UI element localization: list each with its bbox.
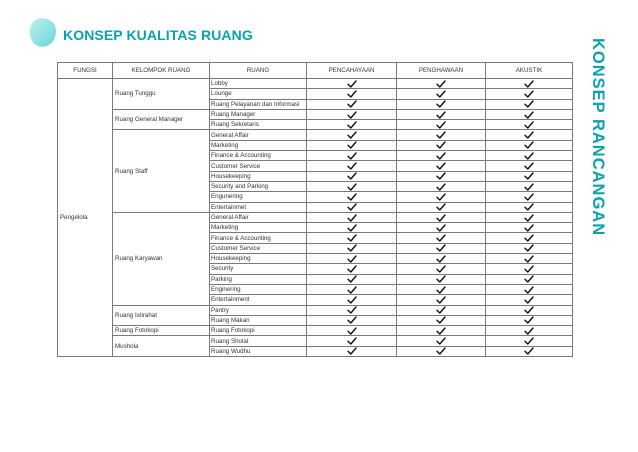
checkmark-icon <box>524 80 534 88</box>
checkmark-icon <box>524 265 534 273</box>
pencahayaan-cell <box>307 336 397 346</box>
checkmark-icon <box>436 255 446 263</box>
checkmark-icon <box>347 172 357 180</box>
side-title: KONSEP RANCANGAN <box>589 38 607 237</box>
checkmark-icon <box>436 214 446 222</box>
checkmark-icon <box>524 131 534 139</box>
ruang-cell: Pantry <box>210 305 307 315</box>
pencahayaan-cell <box>307 264 397 274</box>
checkmark-icon <box>436 347 446 355</box>
table-row <box>58 212 573 222</box>
checkmark-icon <box>524 347 534 355</box>
kelompok-ruang-cell: Ruang General Manager <box>113 109 210 130</box>
checkmark-icon <box>347 306 357 314</box>
checkmark-icon <box>347 162 357 170</box>
checkmark-icon <box>347 224 357 232</box>
checkmark-icon <box>524 337 534 345</box>
checkmark-icon <box>347 255 357 263</box>
table-row <box>58 109 573 119</box>
penghawaan-cell <box>397 223 486 233</box>
checkmark-icon <box>524 121 534 129</box>
ruang-cell: General Affair <box>210 130 307 140</box>
ruang-cell: Ruang Makan <box>210 315 307 325</box>
pencahayaan-cell <box>307 192 397 202</box>
akustik-cell <box>486 295 573 305</box>
checkmark-icon <box>524 214 534 222</box>
penghawaan-cell <box>397 336 486 346</box>
checkmark-icon <box>436 327 446 335</box>
penghawaan-cell <box>397 79 486 89</box>
checkmark-icon <box>524 100 534 108</box>
penghawaan-cell <box>397 130 486 140</box>
pencahayaan-cell <box>307 151 397 161</box>
table-row <box>58 305 573 315</box>
checkmark-icon <box>436 234 446 242</box>
akustik-cell <box>486 223 573 233</box>
table-row <box>58 336 573 346</box>
akustik-cell <box>486 99 573 109</box>
checkmark-icon <box>436 100 446 108</box>
checkmark-icon <box>347 347 357 355</box>
table-body <box>58 79 573 357</box>
kelompok-ruang-cell: Ruang Tunggu <box>113 79 210 110</box>
ruang-cell: Housekeeping <box>210 171 307 181</box>
checkmark-icon <box>524 183 534 191</box>
kelompok-ruang-cell: Mushola <box>113 336 210 357</box>
checkmark-icon <box>524 255 534 263</box>
checkmark-icon <box>436 275 446 283</box>
checkmark-icon <box>347 275 357 283</box>
penghawaan-cell <box>397 274 486 284</box>
penghawaan-cell <box>397 233 486 243</box>
akustik-cell <box>486 284 573 294</box>
checkmark-icon <box>347 152 357 160</box>
akustik-cell <box>486 233 573 243</box>
pencahayaan-cell <box>307 315 397 325</box>
checkmark-icon <box>524 316 534 324</box>
ruang-cell: Security <box>210 264 307 274</box>
ruang-cell: Ruang Fotokopi <box>210 326 307 336</box>
pencahayaan-cell <box>307 89 397 99</box>
checkmark-icon <box>524 141 534 149</box>
akustik-cell <box>486 89 573 99</box>
penghawaan-cell <box>397 140 486 150</box>
ruang-cell: Parking <box>210 274 307 284</box>
penghawaan-cell <box>397 295 486 305</box>
checkmark-icon <box>524 244 534 252</box>
pencahayaan-cell <box>307 202 397 212</box>
ruang-cell: Ruang Pelayanan dan Informasi <box>210 99 307 109</box>
checkmark-icon <box>347 286 357 294</box>
penghawaan-cell <box>397 212 486 222</box>
pencahayaan-cell <box>307 243 397 253</box>
pencahayaan-cell <box>307 326 397 336</box>
pencahayaan-cell <box>307 284 397 294</box>
checkmark-icon <box>347 214 357 222</box>
pencahayaan-cell <box>307 171 397 181</box>
checkmark-icon <box>347 244 357 252</box>
ruang-cell: General Affair <box>210 212 307 222</box>
akustik-cell <box>486 212 573 222</box>
page-title: KONSEP KUALITAS RUANG <box>63 27 253 43</box>
ruang-cell: Entertainmet <box>210 202 307 212</box>
checkmark-icon <box>436 111 446 119</box>
checkmark-icon <box>524 234 534 242</box>
akustik-cell <box>486 140 573 150</box>
akustik-cell <box>486 346 573 356</box>
pencahayaan-cell <box>307 140 397 150</box>
checkmark-icon <box>347 183 357 191</box>
penghawaan-cell <box>397 89 486 99</box>
checkmark-icon <box>436 337 446 345</box>
pencahayaan-cell <box>307 130 397 140</box>
penghawaan-cell <box>397 171 486 181</box>
ruang-cell: Ruang Manager <box>210 109 307 119</box>
ruang-cell: Housekeeping <box>210 254 307 264</box>
checkmark-icon <box>436 80 446 88</box>
checkmark-icon <box>347 131 357 139</box>
ruang-cell: Engunering <box>210 192 307 202</box>
pencahayaan-cell <box>307 181 397 191</box>
checkmark-icon <box>436 121 446 129</box>
akustik-cell <box>486 315 573 325</box>
kelompok-ruang-cell: Ruang Istirahat <box>113 305 210 326</box>
checkmark-icon <box>347 121 357 129</box>
ruang-cell: Marketing <box>210 223 307 233</box>
checkmark-icon <box>436 224 446 232</box>
checkmark-icon <box>347 337 357 345</box>
checkmark-icon <box>436 306 446 314</box>
checkmark-icon <box>524 306 534 314</box>
table-row <box>58 326 573 336</box>
ruang-cell: Ruang Sekretaris <box>210 120 307 130</box>
checkmark-icon <box>436 131 446 139</box>
kelompok-ruang-cell: Ruang Fotokopi <box>113 326 210 336</box>
pencahayaan-cell <box>307 274 397 284</box>
ruang-cell: Marketing <box>210 140 307 150</box>
kelompok-ruang-cell: Ruang Karyawan <box>113 212 210 305</box>
ruang-cell: Ruang Wudhu <box>210 346 307 356</box>
pencahayaan-cell <box>307 254 397 264</box>
checkmark-icon <box>347 90 357 98</box>
akustik-cell <box>486 202 573 212</box>
penghawaan-cell <box>397 151 486 161</box>
pencahayaan-cell <box>307 99 397 109</box>
column-header: AKUSTIK <box>486 63 573 79</box>
pencahayaan-cell <box>307 120 397 130</box>
akustik-cell <box>486 264 573 274</box>
checkmark-icon <box>436 193 446 201</box>
ruang-cell: Enginering <box>210 284 307 294</box>
checkmark-icon <box>524 111 534 119</box>
table-header-row <box>58 63 573 79</box>
akustik-cell <box>486 109 573 119</box>
penghawaan-cell <box>397 284 486 294</box>
checkmark-icon <box>524 203 534 211</box>
checkmark-icon <box>436 265 446 273</box>
kelompok-ruang-cell: Ruang Staff <box>113 130 210 212</box>
checkmark-icon <box>524 275 534 283</box>
ruang-cell: Customer Service <box>210 161 307 171</box>
table-row <box>58 79 573 89</box>
penghawaan-cell <box>397 120 486 130</box>
column-header: KELOMPOK RUANG <box>113 63 210 79</box>
akustik-cell <box>486 181 573 191</box>
akustik-cell <box>486 274 573 284</box>
checkmark-icon <box>347 203 357 211</box>
checkmark-icon <box>347 111 357 119</box>
akustik-cell <box>486 254 573 264</box>
checkmark-icon <box>524 224 534 232</box>
akustik-cell <box>486 130 573 140</box>
checkmark-icon <box>347 141 357 149</box>
logo-blob-icon <box>28 17 58 49</box>
akustik-cell <box>486 192 573 202</box>
checkmark-icon <box>347 316 357 324</box>
checkmark-icon <box>347 100 357 108</box>
checkmark-icon <box>524 286 534 294</box>
pencahayaan-cell <box>307 79 397 89</box>
akustik-cell <box>486 79 573 89</box>
ruang-cell: Entertainment <box>210 295 307 305</box>
akustik-cell <box>486 305 573 315</box>
penghawaan-cell <box>397 192 486 202</box>
quality-table <box>57 62 573 357</box>
column-header: PENGHAWAAN <box>397 63 486 79</box>
penghawaan-cell <box>397 161 486 171</box>
penghawaan-cell <box>397 326 486 336</box>
checkmark-icon <box>347 193 357 201</box>
checkmark-icon <box>436 172 446 180</box>
akustik-cell <box>486 336 573 346</box>
checkmark-icon <box>436 316 446 324</box>
ruang-cell: Security and Parking <box>210 181 307 191</box>
pencahayaan-cell <box>307 223 397 233</box>
checkmark-icon <box>347 327 357 335</box>
checkmark-icon <box>524 327 534 335</box>
pencahayaan-cell <box>307 109 397 119</box>
akustik-cell <box>486 120 573 130</box>
column-header: FUNGSI <box>58 63 113 79</box>
checkmark-icon <box>436 286 446 294</box>
column-header: PENCAHAYAAN <box>307 63 397 79</box>
checkmark-icon <box>436 141 446 149</box>
checkmark-icon <box>347 80 357 88</box>
checkmark-icon <box>436 90 446 98</box>
checkmark-icon <box>436 244 446 252</box>
penghawaan-cell <box>397 109 486 119</box>
ruang-cell: Finance & Accounting <box>210 151 307 161</box>
checkmark-icon <box>524 296 534 304</box>
penghawaan-cell <box>397 181 486 191</box>
checkmark-icon <box>347 265 357 273</box>
checkmark-icon <box>347 234 357 242</box>
penghawaan-cell <box>397 346 486 356</box>
pencahayaan-cell <box>307 295 397 305</box>
pencahayaan-cell <box>307 346 397 356</box>
penghawaan-cell <box>397 99 486 109</box>
table-row <box>58 130 573 140</box>
akustik-cell <box>486 171 573 181</box>
checkmark-icon <box>524 193 534 201</box>
penghawaan-cell <box>397 254 486 264</box>
penghawaan-cell <box>397 315 486 325</box>
checkmark-icon <box>524 172 534 180</box>
pencahayaan-cell <box>307 233 397 243</box>
penghawaan-cell <box>397 264 486 274</box>
checkmark-icon <box>524 162 534 170</box>
checkmark-icon <box>436 152 446 160</box>
fungsi-cell: Pengelola <box>58 79 113 357</box>
ruang-cell: Customer Service <box>210 243 307 253</box>
akustik-cell <box>486 243 573 253</box>
checkmark-icon <box>436 296 446 304</box>
penghawaan-cell <box>397 305 486 315</box>
penghawaan-cell <box>397 243 486 253</box>
akustik-cell <box>486 161 573 171</box>
ruang-cell: Lounge <box>210 89 307 99</box>
pencahayaan-cell <box>307 161 397 171</box>
akustik-cell <box>486 326 573 336</box>
column-header: RUANG <box>210 63 307 79</box>
pencahayaan-cell <box>307 212 397 222</box>
ruang-cell: Finance & Accounting <box>210 233 307 243</box>
checkmark-icon <box>524 152 534 160</box>
ruang-cell: Ruang Sholat <box>210 336 307 346</box>
checkmark-icon <box>436 183 446 191</box>
pencahayaan-cell <box>307 305 397 315</box>
akustik-cell <box>486 151 573 161</box>
penghawaan-cell <box>397 202 486 212</box>
checkmark-icon <box>347 296 357 304</box>
checkmark-icon <box>436 203 446 211</box>
checkmark-icon <box>524 90 534 98</box>
checkmark-icon <box>436 162 446 170</box>
ruang-cell: Lobby <box>210 79 307 89</box>
